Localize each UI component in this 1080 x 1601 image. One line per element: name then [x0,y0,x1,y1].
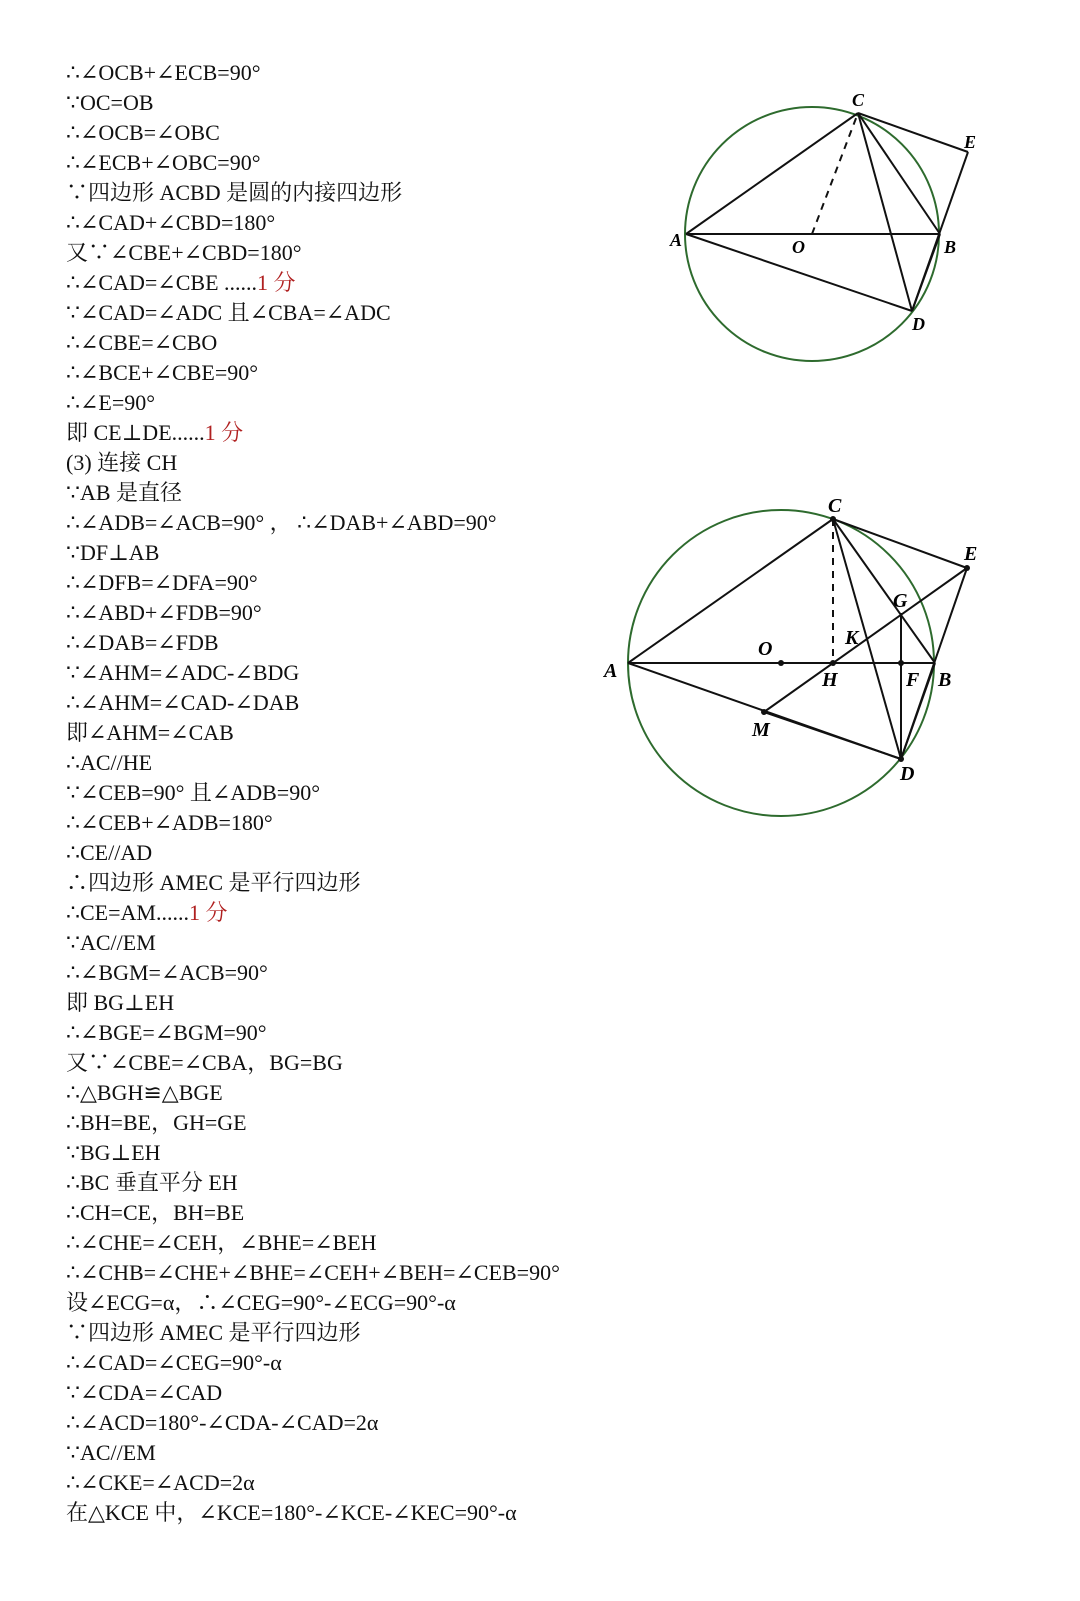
score-mark: 1 分 [204,420,244,445]
point-M [761,709,767,715]
proof-line-text: ∵四边形 AMEC 是平行四边形 [66,1320,361,1345]
proof-line-text: ∴△BGH≌△BGE [66,1080,223,1105]
proof-line-text: 在△KCE 中，∠KCE=180°-∠KCE-∠KEC=90°-α [66,1500,517,1525]
label-A: A [670,230,683,250]
label-E: E [964,543,978,565]
proof-line [66,1228,966,1258]
proof-line-text: ∴BC 垂直平分 EH [66,1170,238,1195]
label-O: O [792,237,805,257]
proof-line-text: 又∵∠CBE+∠CBD=180° [66,240,302,265]
label-A: A [604,660,618,682]
proof-line-text: ∴∠CAD=∠CBE ...... [66,270,258,295]
proof-line [66,1168,966,1198]
segment-OC-dashed [812,113,858,234]
proof-line-text: ∴∠E=90° [66,390,156,415]
segment-AC [686,113,858,234]
proof-line [66,1318,966,1348]
label-B: B [944,237,957,257]
proof-line [66,418,966,448]
segment-CE [858,113,968,152]
proof-line-text: ∵∠CDA=∠CAD [66,1380,223,1405]
proof-line-text: 即∠AHM=∠CAB [66,720,234,745]
proof-line [66,1378,966,1408]
segment-CB [858,113,940,234]
proof-line [66,1078,966,1108]
proof-line-text: ∴CH=CE，BH=BE [66,1200,245,1225]
proof-line [66,388,966,418]
proof-line-text: ∴CE//AD [66,840,153,865]
label-H: H [822,669,838,691]
proof-line-text: ∴∠CBE=∠CBO [66,330,218,355]
proof-line [66,958,966,988]
proof-line [66,1258,966,1288]
segment-CE [833,519,967,568]
label-F: F [906,669,920,691]
proof-line-text: ∴∠DFB=∠DFA=90° [66,570,258,595]
proof-line-text: ∴∠OCB+∠ECB=90° [66,60,261,85]
proof-line-text: ∴∠ACD=180°-∠CDA-∠CAD=2α [66,1410,379,1435]
score-mark: 1 分 [257,270,296,295]
proof-line-text: ∴四边形 AMEC 是平行四边形 [66,870,361,895]
proof-line-text: ∵四边形 ACBD 是圆的内接四边形 [66,180,403,205]
proof-line-text: ∴∠CAD+∠CBD=180° [66,210,276,235]
proof-line-text: ∵∠CAD=∠ADC 且∠CBA=∠ADC [66,300,391,325]
label-C: C [852,90,865,110]
proof-line-text: ∴∠OCB=∠OBC [66,120,220,145]
proof-line [66,898,966,928]
label-B: B [938,669,952,691]
proof-line-text: (3) 连接 CH [66,450,178,475]
proof-line [66,1468,966,1498]
proof-line-text: ∴CE=AM...... [66,900,189,925]
proof-line-text: 即 BG⊥EH [66,990,175,1015]
label-K: K [845,627,859,649]
proof-line-text: ∴∠CHE=∠CEH，∠BHE=∠BEH [66,1230,377,1255]
proof-line-text: ∴∠ECB+∠OBC=90° [66,150,261,175]
proof-line [66,1348,966,1378]
proof-line-text: ∵AC//EM [66,930,156,955]
point-D [898,756,904,762]
proof-line [66,988,966,1018]
proof-line [66,1048,966,1078]
label-O: O [758,638,773,660]
proof-line-text: ∵BG⊥EH [66,1140,161,1165]
point-E [964,565,970,571]
proof-line [66,928,966,958]
proof-line [66,868,966,898]
proof-line-text: ∴AC//HE [66,750,153,775]
proof-line-text: ∴∠DAB=∠FDB [66,630,219,655]
proof-line [66,838,966,868]
proof-line [66,1138,966,1168]
figure-1 [672,88,992,378]
proof-line-text: ∵OC=OB [66,90,154,115]
label-D: D [912,314,925,334]
proof-line-text: 又∵∠CBE=∠CBA，BG=BG [66,1050,343,1075]
point-F [898,660,904,666]
segment-MD [764,712,901,759]
proof-line [66,1288,966,1318]
proof-line-text: ∴∠BCE+∠CBE=90° [66,360,259,385]
proof-line-text: ∴∠CKE=∠ACD=2α [66,1470,255,1495]
label-D: D [900,763,915,785]
point-O [778,660,784,666]
segment-CD [858,113,912,311]
proof-line-text: ∵AB 是直径 [66,480,183,505]
proof-line-text: ∵DF⊥AB [66,540,160,565]
proof-line-text: ∴∠CAD=∠CEG=90°-α [66,1350,282,1375]
figure-2 [604,490,1010,840]
proof-line-text: ∴∠AHM=∠CAD-∠DAB [66,690,300,715]
label-M: M [752,719,770,741]
label-G: G [893,590,908,612]
proof-line-text: ∴∠ABD+∠FDB=90° [66,600,262,625]
label-E: E [964,132,977,152]
proof-line-text: ∵AC//EM [66,1440,156,1465]
proof-line [66,448,966,478]
proof-line [66,1438,966,1468]
proof-line [66,1198,966,1228]
proof-line [66,58,966,88]
proof-line-text: ∴∠CHB=∠CHE+∠BHE=∠CEH+∠BEH=∠CEB=90° [66,1260,560,1285]
segment-ME [764,568,967,712]
proof-line-text: ∴∠ADB=∠ACB=90° ， ∴∠DAB+∠ABD=90° [66,510,497,535]
proof-line-text: ∵∠AHM=∠ADC-∠BDG [66,660,300,685]
score-mark: 1 分 [188,900,228,925]
proof-line-text: ∴∠BGM=∠ACB=90° [66,960,268,985]
segment-BD [912,234,940,311]
proof-line [66,1108,966,1138]
proof-line-text: ∵∠CEB=90° 且∠ADB=90° [66,780,321,805]
proof-line-text: ∴BH=BE，GH=GE [66,1110,247,1135]
label-C: C [828,495,842,517]
proof-line-text: 设∠ECG=α，∴∠CEG=90°-∠ECG=90°-α [66,1290,456,1315]
proof-line [66,1018,966,1048]
point-H [830,660,836,666]
proof-line-text: ∴∠BGE=∠BGM=90° [66,1020,267,1045]
proof-line [66,1408,966,1438]
proof-line-text: ∴∠CEB+∠ADB=180° [66,810,273,835]
proof-line [66,1498,966,1528]
proof-line-text: 即 CE⊥DE...... [66,420,205,445]
segment-AC [628,519,833,663]
